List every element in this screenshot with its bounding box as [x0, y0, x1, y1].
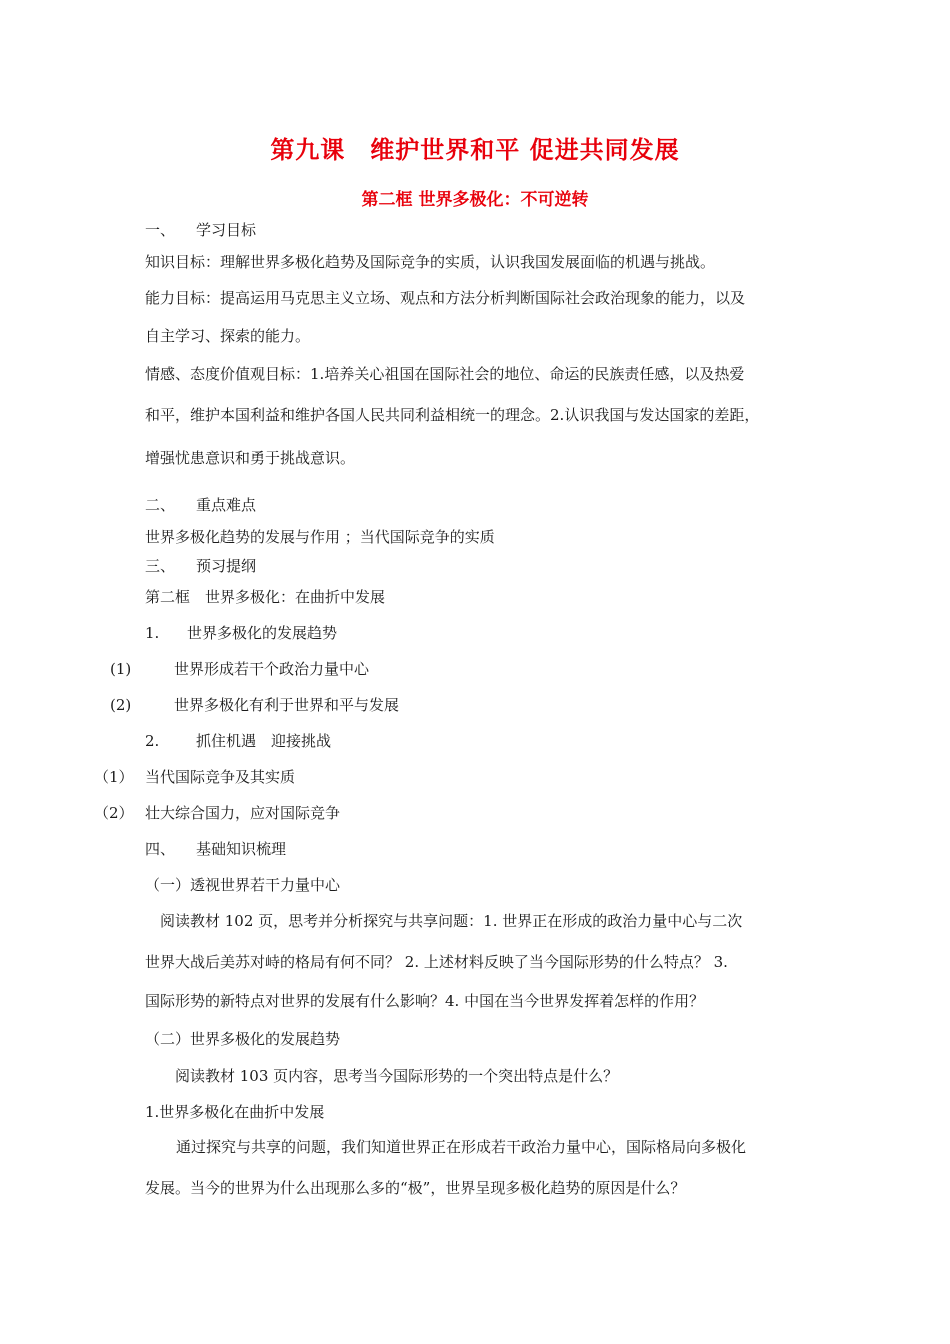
- emotion-goal-line-1: 情感、态度价值观目标：1.培养关心祖国在国际社会的地位、命运的民族责任感，以及热爱: [145, 365, 745, 383]
- section-1-heading: 学习目标: [196, 221, 257, 239]
- part-2-paragraph-2-line-2: 发展。当今的世界为什么出现那么多的“极”，世界呈现多极化趋势的原因是什么？: [145, 1179, 686, 1197]
- outline-item-1-sub-1-number: (1): [110, 660, 132, 678]
- section-3-heading: 预习提纲: [196, 557, 257, 575]
- emotion-goal-line-2: 和平，维护本国利益和维护各国人民共同利益相统一的理念。2.认识我国与发达国家的差距，: [145, 406, 760, 424]
- outline-item-2-sub-1-text: 当代国际竞争及其实质: [145, 768, 296, 786]
- outline-item-2-sub-1-number: （1）: [94, 768, 134, 786]
- outline-item-1-sub-2-number: (2): [110, 696, 132, 714]
- lesson-title: 第九课 维护世界和平 促进共同发展: [270, 136, 680, 164]
- part-1-heading: （一）透视世界若干力量中心: [145, 876, 341, 894]
- outline-item-1-sub-2-text: 世界多极化有利于世界和平与发展: [174, 696, 400, 714]
- part-2-paragraph-2-line-1: 通过探究与共享的问题，我们知道世界正在形成若干政治力量中心，国际格局向多极化: [176, 1138, 747, 1156]
- outline-item-2-sub-2-number: （2）: [94, 804, 134, 822]
- ability-goal-line-1: 能力目标：提高运用马克思主义立场、观点和方法分析判断国际社会政治现象的能力，以及: [145, 289, 746, 307]
- section-2-number: 二、: [145, 496, 176, 514]
- outline-item-2-text: 抓住机遇 迎接挑战: [196, 732, 332, 750]
- key-points-text: 世界多极化趋势的发展与作用 ；当代国际竞争的实质: [145, 528, 495, 546]
- outline-item-1-number: 1.: [145, 624, 160, 642]
- knowledge-goal: 知识目标：理解世界多极化趋势及国际竞争的实质，认识我国发展面临的机遇与挑战。: [145, 253, 716, 271]
- part-2-paragraph-1: 阅读教材 103 页内容，思考当今国际形势的一个突出特点是什么？: [175, 1067, 619, 1085]
- section-4-heading: 基础知识梳理: [196, 840, 287, 858]
- part-1-paragraph-line-1: 阅读教材 102 页，思考并分析探究与共享问题：1. 世界正在形成的政治力量中心与二次: [160, 912, 743, 930]
- outline-item-1-sub-1-text: 世界形成若干个政治力量中心: [174, 660, 370, 678]
- part-1-paragraph-line-3: 国际形势的新特点对世界的发展有什么影响？4. 中国在当今世界发挥着怎样的作用？: [145, 992, 705, 1010]
- section-4-number: 四、: [145, 840, 176, 858]
- part-1-paragraph-line-2: 世界大战后美苏对峙的格局有何不同？ 2. 上述材料反映了当今国际形势的什么特点？ 3.: [145, 953, 728, 971]
- outline-item-1-text: 世界多极化的发展趋势: [187, 624, 338, 642]
- outline-frame-title: 第二框 世界多极化：在曲折中发展: [145, 588, 386, 606]
- ability-goal-line-2: 自主学习、探索的能力。: [145, 327, 311, 345]
- lesson-subtitle: 第二框 世界多极化：不可逆转: [361, 190, 589, 210]
- outline-item-2-sub-2-text: 壮大综合国力，应对国际竞争: [145, 804, 341, 822]
- emotion-goal-line-3: 增强忧患意识和勇于挑战意识。: [145, 449, 356, 467]
- section-1-number: 一、: [145, 221, 176, 239]
- part-2-heading: （二）世界多极化的发展趋势: [145, 1030, 341, 1048]
- section-3-number: 三、: [145, 557, 176, 575]
- section-2-heading: 重点难点: [196, 496, 257, 514]
- part-2-sub-heading: 1.世界多极化在曲折中发展: [145, 1103, 325, 1121]
- outline-item-2-number: 2.: [145, 732, 160, 750]
